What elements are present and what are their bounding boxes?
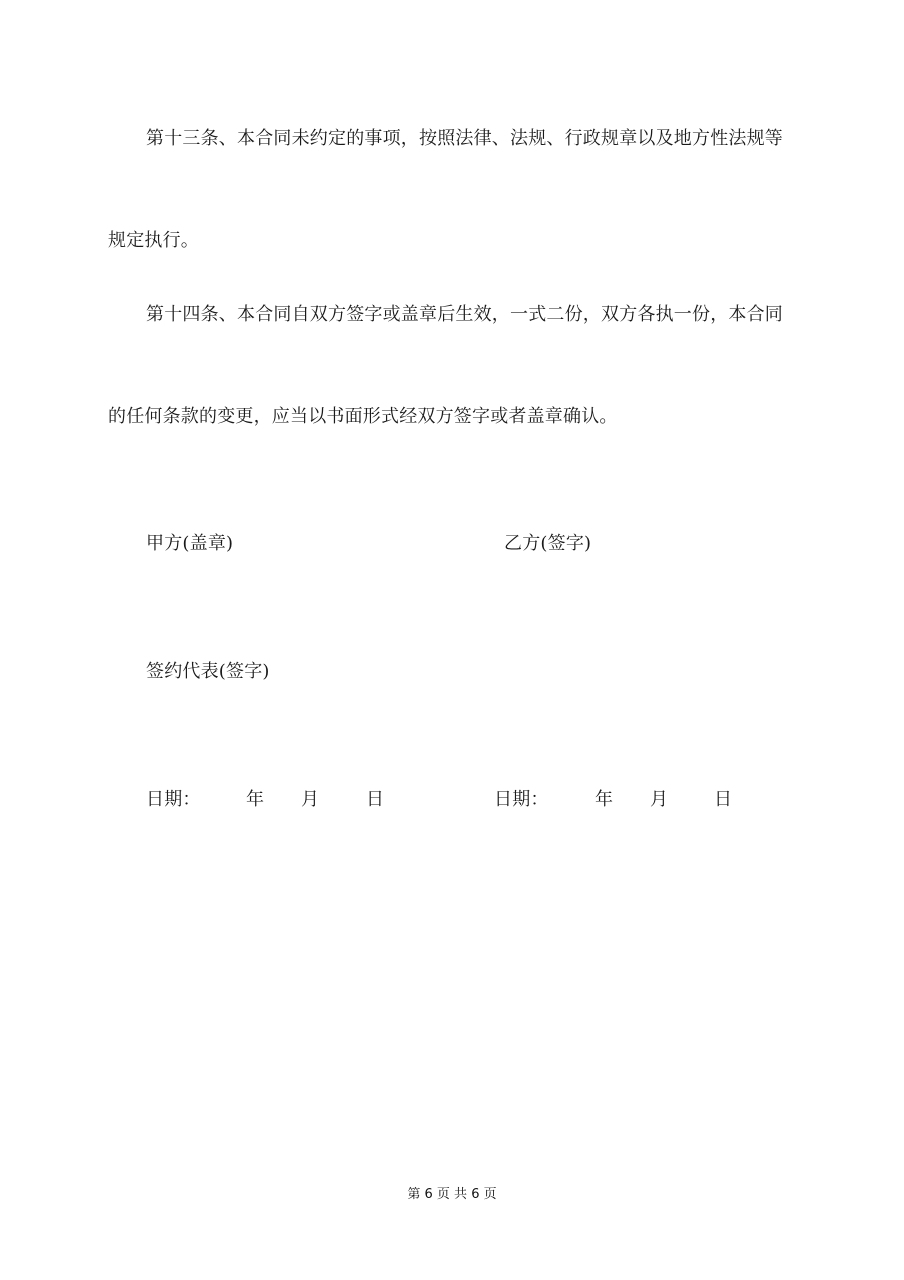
party-a-date-label: 日期：	[146, 789, 201, 810]
party-a-seal-label: 甲方(盖章)	[146, 533, 234, 554]
party-b-date-label: 日期：	[494, 789, 549, 810]
article-14-line-2: 的任何条款的变更，应当以书面形式经双方签字或者盖章确认。	[108, 406, 618, 427]
party-a-date-month: 月	[301, 789, 319, 810]
article-14-line-1: 第十四条、本合同自双方签字或盖章后生效，一式二份，双方各执一份，本合同	[146, 304, 783, 325]
article-13-line-1: 第十三条、本合同未约定的事项，按照法律、法规、行政规章以及地方性法规等	[146, 128, 783, 149]
party-a-date-year: 年	[246, 789, 264, 810]
party-b-date-day: 日	[714, 789, 732, 810]
page-number-footer: 第 6 页 共 6 页	[407, 1187, 497, 1202]
article-13-line-2: 规定执行。	[108, 230, 199, 251]
representative-signature-label: 签约代表(签字)	[146, 661, 270, 682]
party-b-date-month: 月	[650, 789, 668, 810]
party-a-date-day: 日	[366, 789, 384, 810]
party-b-date-year: 年	[595, 789, 613, 810]
party-b-signature-label: 乙方(签字)	[504, 533, 592, 554]
